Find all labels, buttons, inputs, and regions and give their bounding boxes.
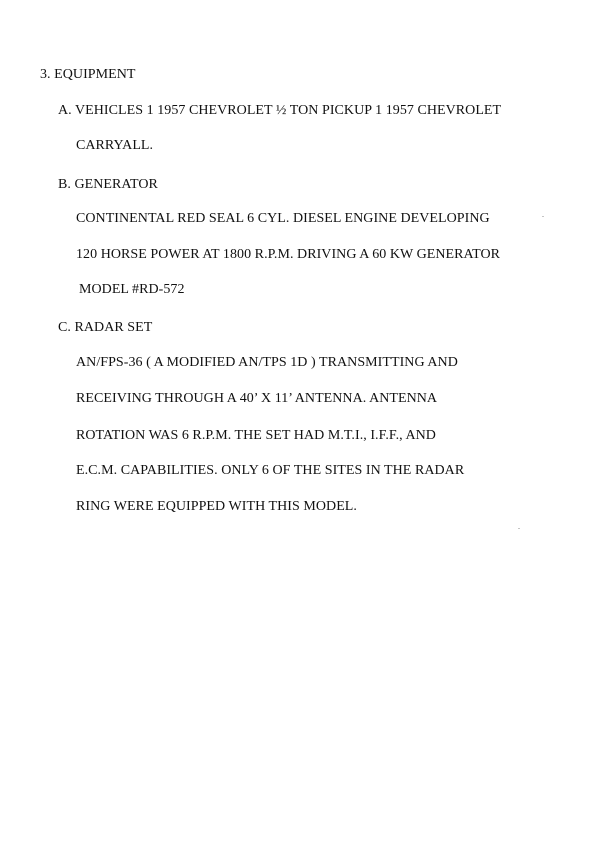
- item-text-line: AN/FPS-36 ( A MODIFIED AN/TPS 1D ) TRANSMITTING AND: [76, 355, 458, 370]
- item-text-line: RECEIVING THROUGH A 40’ X 11’ ANTENNA. ANTENNA: [76, 391, 438, 406]
- item-heading-radar-set: C. RADAR SET: [58, 320, 153, 335]
- item-text-line: RING WERE EQUIPPED WITH THIS MODEL.: [76, 499, 357, 514]
- scan-speck: [518, 528, 520, 529]
- item-text-line: 120 HORSE POWER AT 1800 R.P.M. DRIVING A 60 KW GENERATOR: [76, 247, 501, 262]
- item-heading-vehicles: A. VEHICLES 1 1957 CHEVROLET ½ TON PICKUP 1 1957 CHEVROLET: [58, 103, 502, 118]
- item-text-line: CARRYALL.: [76, 138, 154, 153]
- item-text-line: MODEL #RD-572: [79, 282, 185, 297]
- item-text-line: E.C.M. CAPABILITIES. ONLY 6 OF THE SITES IN THE RADAR: [76, 463, 465, 478]
- item-text-line: ROTATION WAS 6 R.P.M. THE SET HAD M.T.I., I.F.F., AND: [76, 428, 436, 443]
- item-text-line: CONTINENTAL RED SEAL 6 CYL. DIESEL ENGINE DEVELOPING: [76, 211, 490, 226]
- section-heading-equipment: 3. EQUIPMENT: [40, 67, 136, 82]
- item-heading-generator: B. GENERATOR: [58, 177, 158, 192]
- scan-speck: [542, 216, 544, 217]
